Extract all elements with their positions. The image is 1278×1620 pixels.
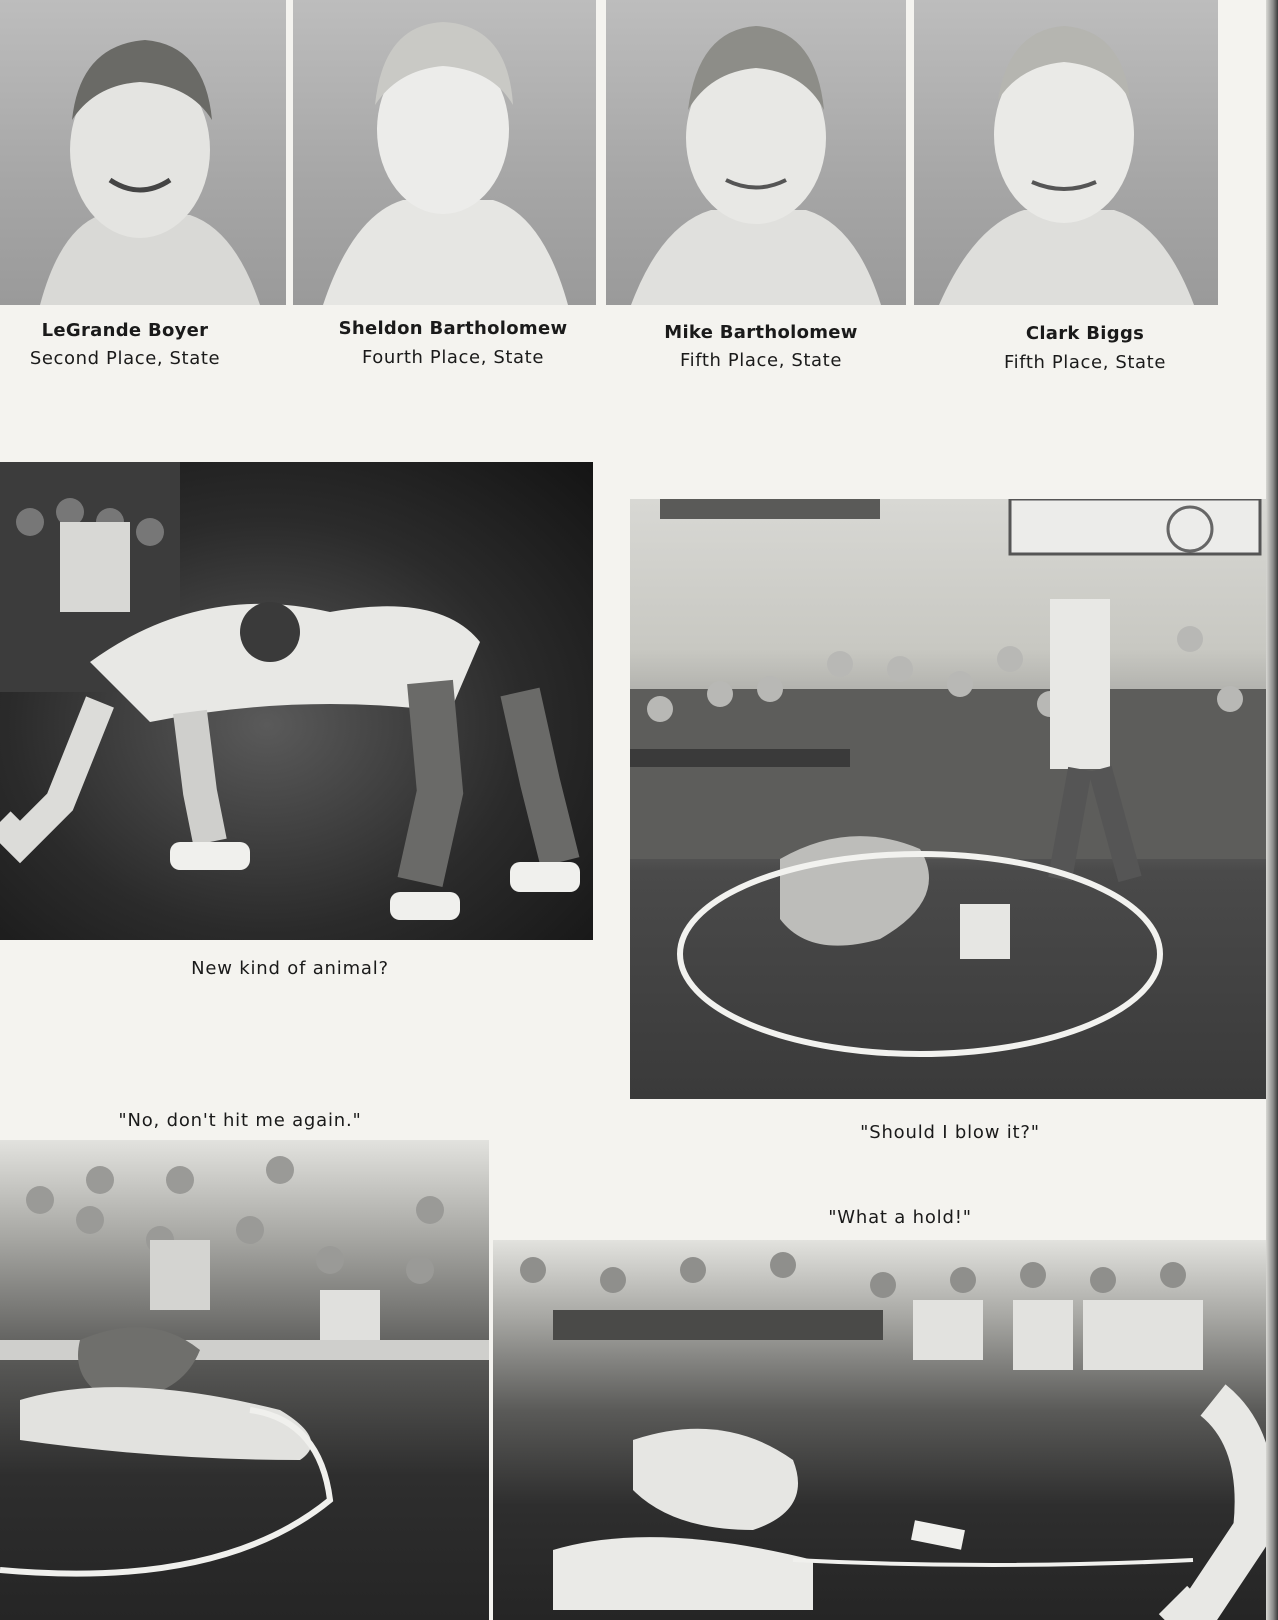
- portrait-name-4: Clark Biggs: [1025, 323, 1145, 344]
- portrait-placement-4: Fifth Place, State: [1004, 352, 1166, 373]
- portrait-placement-3: Fifth Place, State: [680, 350, 842, 371]
- photo-match-referee: [630, 499, 1268, 1099]
- caption-dont-hit-me-again: "No, don't hit me again.": [118, 1110, 362, 1131]
- portrait-name-2: Sheldon Bartholomew: [338, 318, 568, 339]
- caption-new-kind-of-animal: New kind of animal?: [191, 958, 389, 979]
- portrait-photo-sheldon-bartholomew: [293, 0, 596, 305]
- portrait-photo-legrande-boyer: [0, 0, 286, 305]
- portrait-photo-clark-biggs: [914, 0, 1218, 305]
- portrait-placement-2: Fourth Place, State: [361, 347, 545, 368]
- caption-should-i-blow-it: "Should I blow it?": [860, 1122, 1040, 1143]
- photo-match-dont-hit: [0, 1140, 489, 1620]
- binding-edge: [1266, 0, 1278, 1620]
- portrait-photo-mike-bartholomew: [606, 0, 906, 305]
- photo-match-what-a-hold: [493, 1240, 1268, 1620]
- portrait-name-1: LeGrande Boyer: [41, 320, 209, 341]
- portrait-placement-1: Second Place, State: [29, 348, 221, 369]
- caption-what-a-hold: "What a hold!": [828, 1207, 972, 1228]
- portrait-name-3: Mike Bartholomew: [664, 322, 858, 343]
- photo-match-animal: [0, 462, 593, 940]
